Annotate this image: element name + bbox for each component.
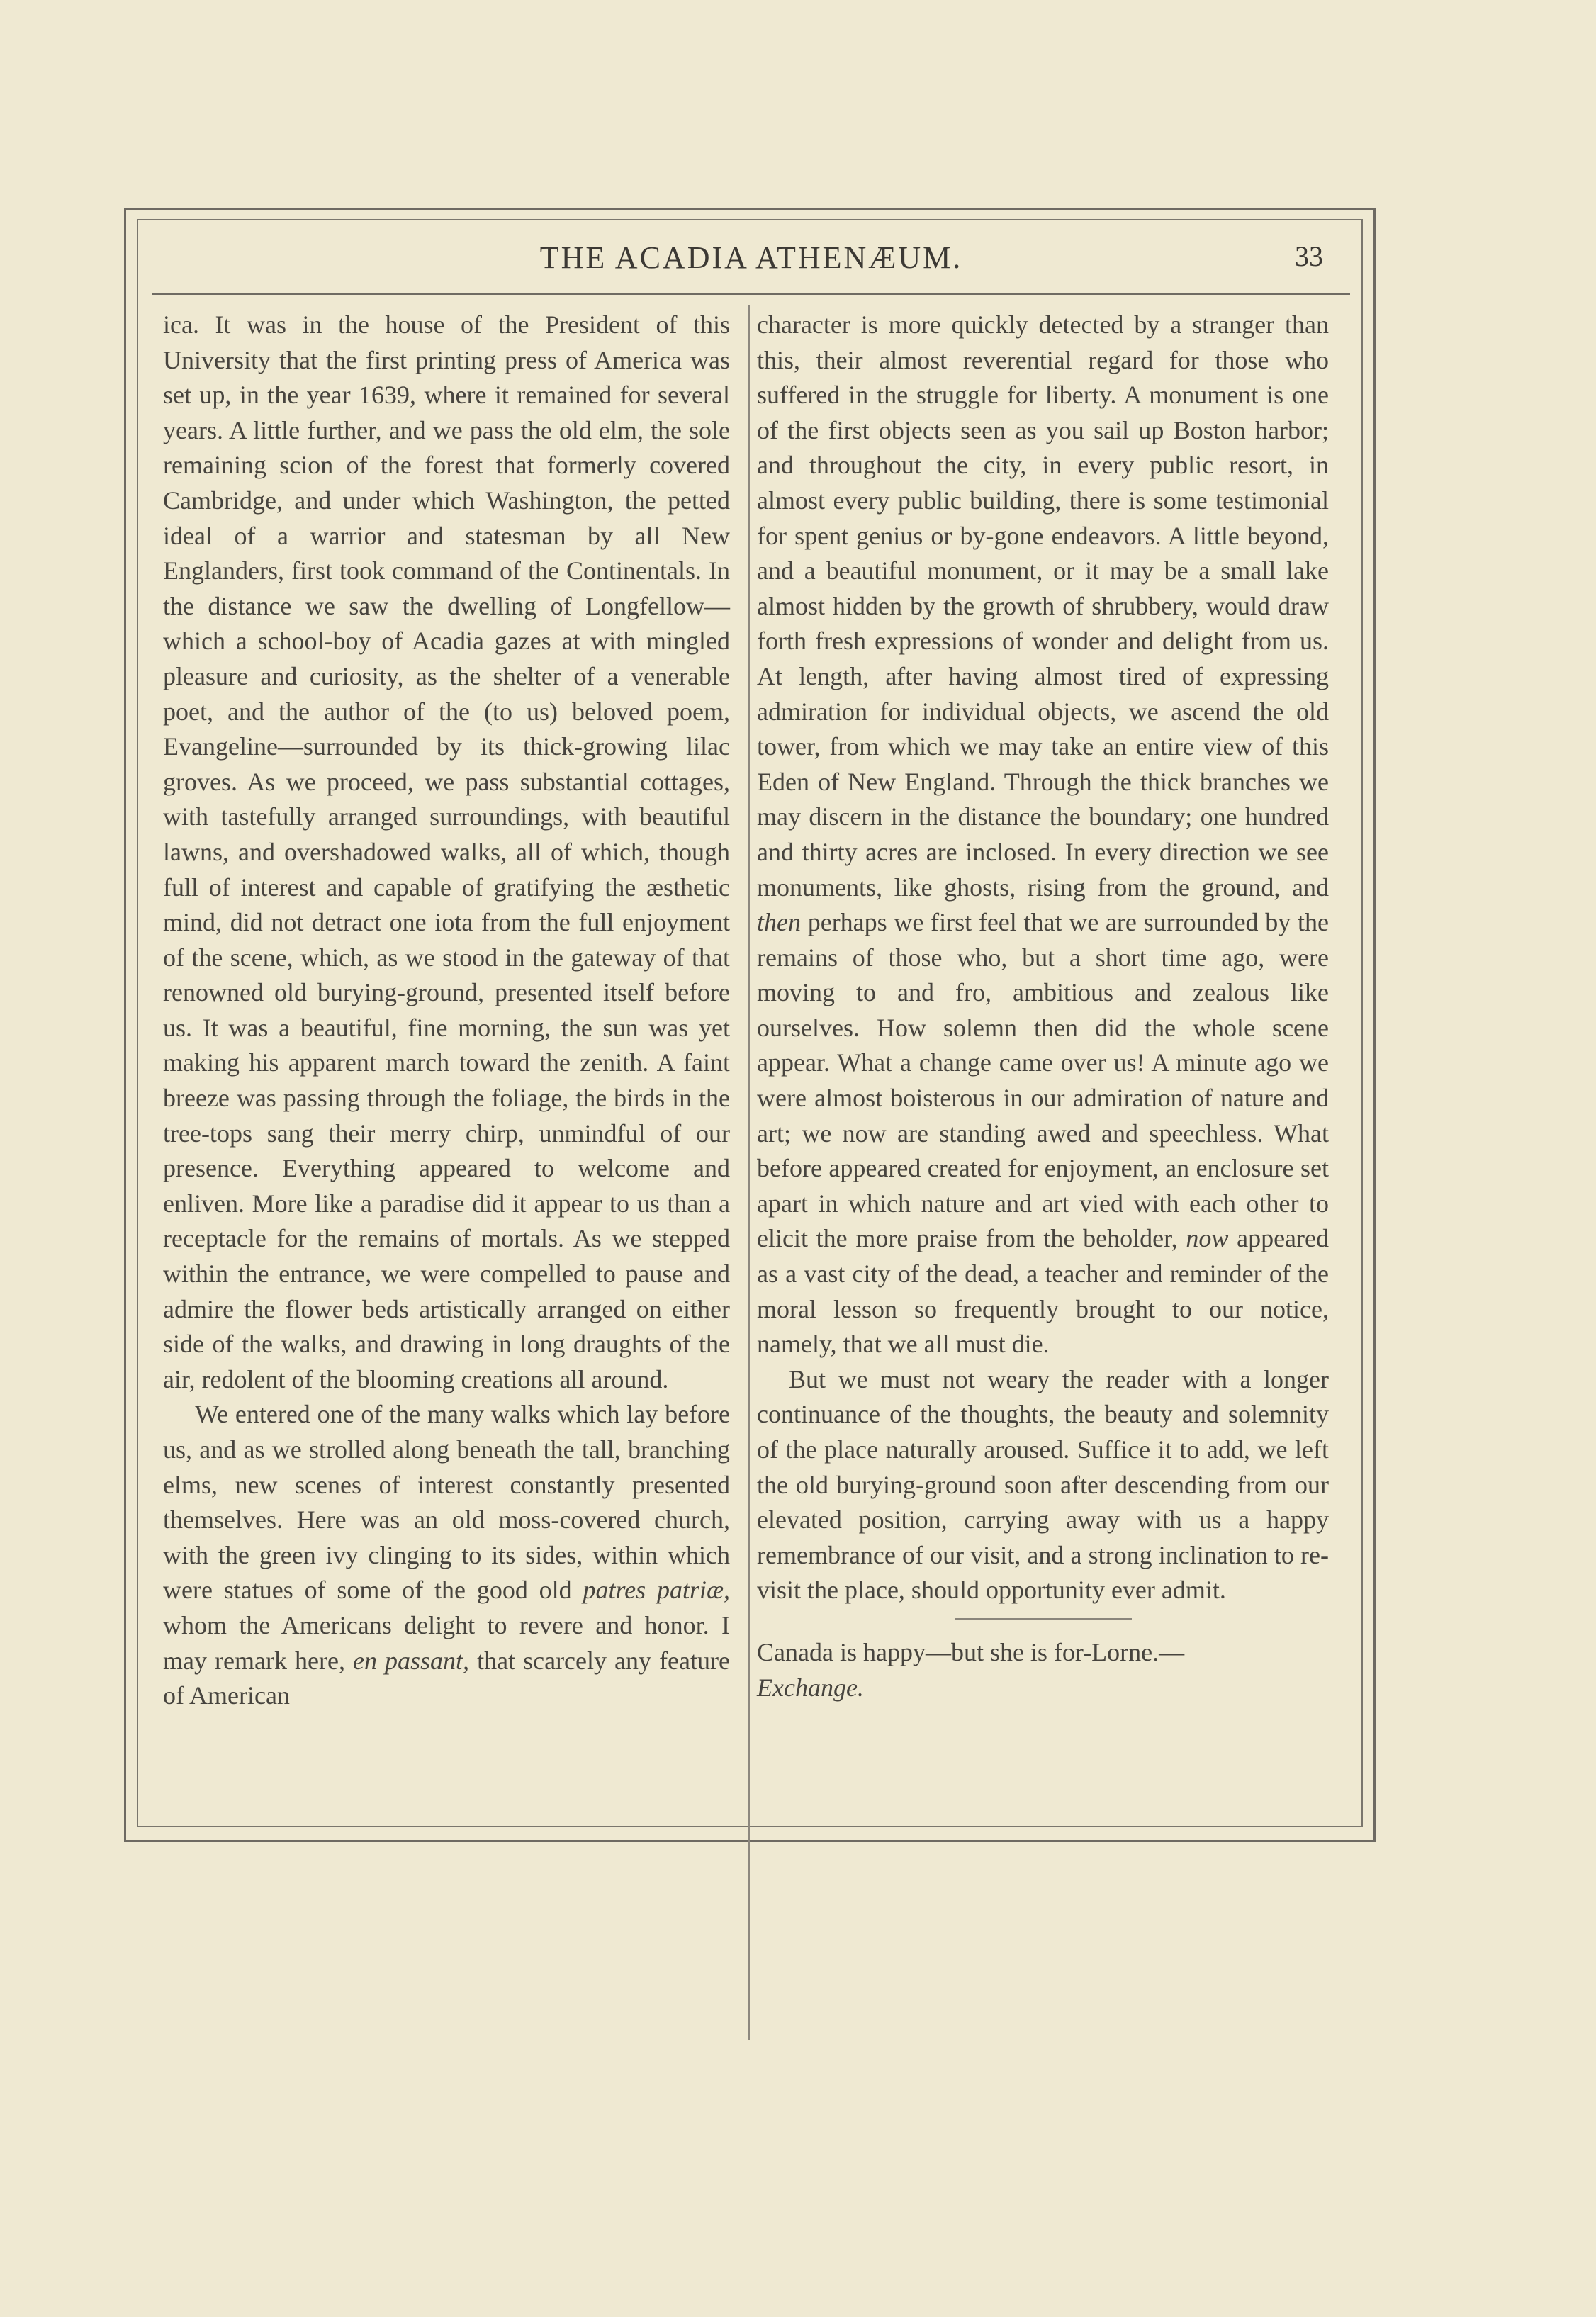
column-divider xyxy=(748,305,750,2040)
quote-line xyxy=(757,1635,1329,1705)
section-rule xyxy=(955,1618,1132,1620)
right-column xyxy=(757,308,1329,1705)
left-paragraph-1 xyxy=(163,308,730,1397)
left-paragraph-2-text-c: that scarcely any feature of American xyxy=(163,1646,730,1710)
quote-source: Exchange. xyxy=(757,1673,864,1702)
left-paragraph-2 xyxy=(163,1397,730,1713)
left-paragraph-2-text-a: We entered one of the many walks which lay before us, and as we strolled along beneath the tall, branching elms, new scenes of interest constantly presented themselves. Here was an old moss-covered church, with the green ivy clinging to its sides, within which were statues of some of the good old xyxy=(163,1400,730,1605)
right-paragraph-1-text-b: perhaps we first feel that we are surrounded by the remains of those who, but a short time ago, were moving to and fro, ambitious and zealous like ourselves. How solemn then did the whole scene appear. What a change came over us! A minute ago we were almost boisterous in our admiration of nature and art; we now are standing awed and speechless. What before appeared created for enjoyment, an enclosure set apart in which nature and art vied with each other to elicit the more praise from the beholder, xyxy=(757,908,1329,1253)
right-paragraph-1 xyxy=(757,308,1329,1362)
left-paragraph-1-text: ica. It was in the house of the President of this University that the first printing press of America was set up, in the year 1639, where it remained for several years. A little further, and we pass the old elm, the sole remaining scion of the forest that formerly covered Cambridge, and under which Washington, the petted ideal of a warrior and statesman by all New Englanders, first took command of the Continentals. In the distance we saw the dwelling of Longfellow—which a school-boy of Acadia gazes at with mingled pleasure and curiosity, as the shelter of a venerable poet, and the author of the (to us) beloved poem, Evangeline—surrounded by its thick-growing lilac groves. As we proceed, we pass substantial cottages, with tastefully arranged surroundings, with beautiful lawns, and overshadowed walks, all of which, though full of interest and capable of gratifying the æsthetic mind, did not detract one iota from the full enjoyment of the scene, which, as we stood in the gateway of that renowned old burying-ground, presented itself before us. It was a beautiful, fine morning, the sun was yet making his apparent march toward the zenith. A faint breeze was passing through the foliage, the birds in the tree-tops sang their merry chirp, unmindful of our presence. Everything appeared to welcome and enliven. More like a paradise did it appear to us than a receptacle for the remains of mortals. As we stepped within the entrance, we were compelled to pause and admire the flower beds artistically arranged on either side of the walks, and drawing in long draughts of the air, redolent of the blooming creations all around. xyxy=(163,310,730,1393)
publication-title: THE ACADIA ATHENÆUM. xyxy=(539,240,963,275)
right-paragraph-2: But we must not weary the reader with a longer continuance of the thoughts, the beauty and solemnity of the place naturally aroused. Suffice it to add, we left the old burying-ground soon after descending from our elevated position, carrying away with us a happy remembrance of our visit, and a strong inclination to re-visit the place, should opportunity ever admit. xyxy=(757,1364,1329,1605)
italic-then: then xyxy=(757,908,801,937)
right-paragraph-1-text-a: character is more quickly detected by a stranger than this, their almost reverential regard for those who suffered in the struggle for liberty. A monument is one of the first objects seen as you sail up Boston harbor; and throughout the city, in every public resort, in almost every public building, there is some testimonial for spent genius or by-gone endeavors. A little beyond, and a beautiful monument, or it may be a small lake almost hidden by the growth of shrubbery, would draw forth fresh expressions of wonder and delight from us. At length, after having almost tired of expressing admiration for individual objects, we ascend the old tower, from which we may take an entire view of this Eden of New England. Through the thick branches we may discern in the distance the boundary; one hundred and thirty acres are inclosed. In every direction we see monuments, like ghosts, rising from the ground, and xyxy=(757,310,1329,902)
header-rule xyxy=(152,293,1350,295)
left-column xyxy=(163,308,730,1714)
quote-text: Canada is happy—but she is for-Lorne.— xyxy=(757,1637,1185,1666)
left-paragraph-2-text-b: whom the Americans delight to revere and honor. I may remark here, xyxy=(163,1610,730,1675)
french-phrase-en-passant: en passant, xyxy=(352,1646,470,1675)
italic-now: now xyxy=(1186,1224,1229,1253)
running-header xyxy=(152,240,1350,282)
page-number: 33 xyxy=(1295,240,1323,272)
latin-phrase-patres-patriae: patres patriæ, xyxy=(583,1576,730,1605)
right-paragraph-1-text-c: appeared as a vast city of the dead, a teacher and reminder of the moral lesson so frequently brought to our notice, namely, that we all must die. xyxy=(757,1224,1329,1359)
